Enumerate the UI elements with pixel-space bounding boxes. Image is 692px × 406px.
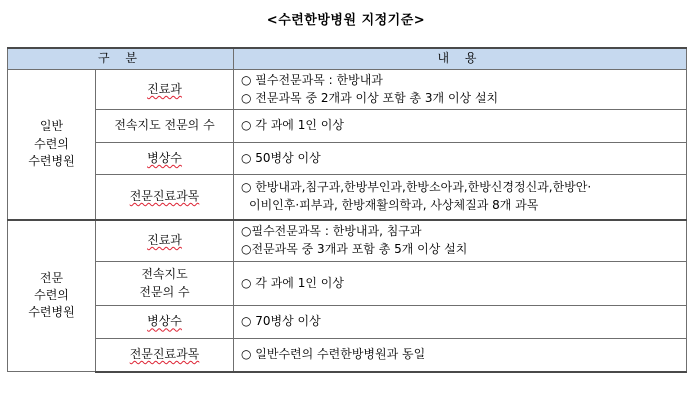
table-row (8, 306, 687, 339)
row-category: 병상수 (96, 306, 234, 339)
row-content: ○ 50병상 이상 (234, 143, 687, 175)
row-content: ○필수전문과목 : 한방내과, 침구과 ○전문과목 중 3개과 포함 총 5개 이상 설치 (234, 220, 687, 262)
criteria-table (7, 47, 687, 373)
header-content: 내 용 (234, 48, 687, 70)
table-row (8, 220, 687, 262)
row-content: ○ 일반수련의 수련한방병원과 동일 (234, 339, 687, 372)
row-content: ○ 한방내과,침구과,한방부인과,한방소아과,한방신경정신과,한방안· 이비인후·피부과, 한방재활의학과, 사상체질과 8개 과목 (234, 175, 687, 220)
table-row (8, 175, 687, 220)
row-content: ○ 각 과에 1인 이상 (234, 262, 687, 306)
table-row (8, 339, 687, 372)
header-category: 구 분 (8, 48, 234, 70)
group-label-general: 일반 수련의 수련병원 (8, 70, 96, 220)
row-category: 전문진료과목 (96, 175, 234, 220)
group-label-specialist: 전문 수련의 수련병원 (8, 220, 96, 372)
row-category: 전속지도 전문의 수 (96, 110, 234, 143)
row-content: ○ 필수전문과목 : 한방내과 ○ 전문과목 중 2개과 이상 포함 총 3개 이상 설치 (234, 70, 687, 110)
row-category: 전속지도 전문의 수 (96, 262, 234, 306)
row-category: 전문진료과목 (96, 339, 234, 372)
table-row (8, 110, 687, 143)
table-row (8, 262, 687, 306)
row-category: 진료과 (96, 70, 234, 110)
row-category: 병상수 (96, 143, 234, 175)
row-content: ○ 각 과에 1인 이상 (234, 110, 687, 143)
table-header-row (8, 48, 687, 70)
table-row (8, 70, 687, 110)
row-content: ○ 70병상 이상 (234, 306, 687, 339)
page-title: <수련한방병원 지정기준> (266, 13, 426, 28)
table-row (8, 143, 687, 175)
row-category: 진료과 (96, 220, 234, 262)
